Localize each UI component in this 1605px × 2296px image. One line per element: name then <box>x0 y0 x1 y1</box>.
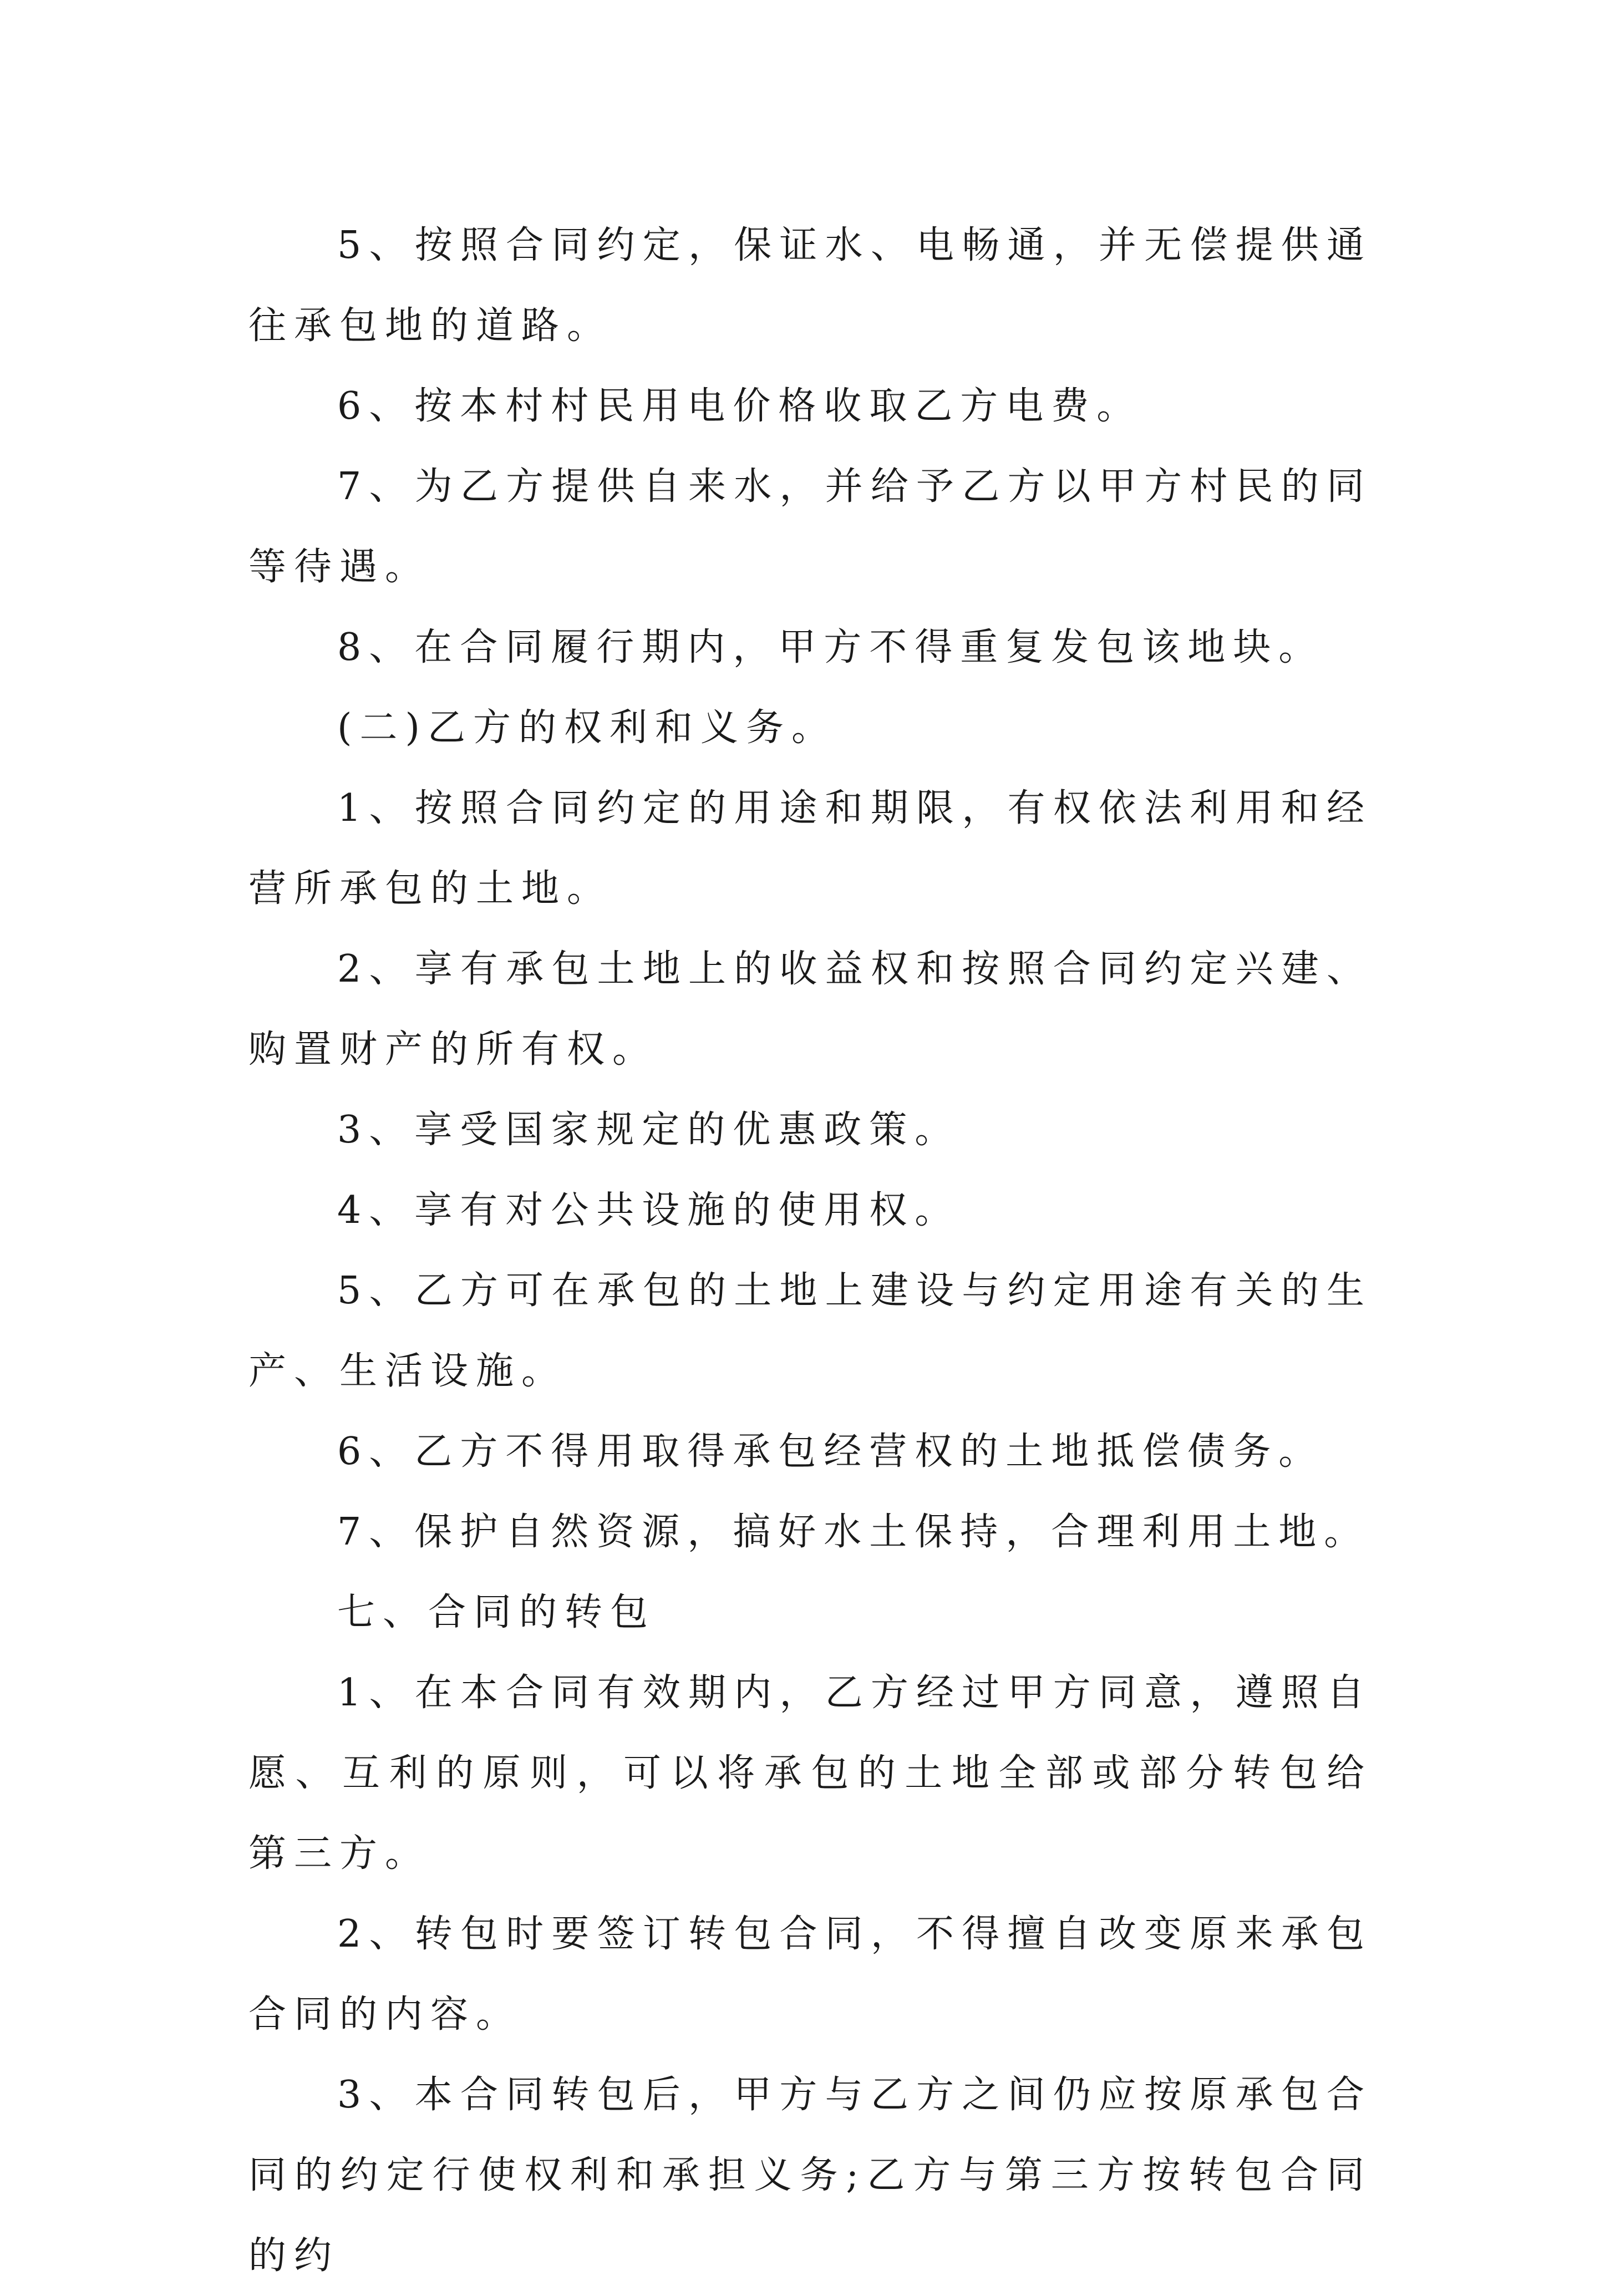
paragraph-item: 6、按本村村民用电价格收取乙方电费。 <box>337 384 1142 428</box>
paragraph-item: 8、在合同履行期内，甲方不得重复发包该地块。 <box>337 626 1324 669</box>
paragraph-item: 2、享有承包土地上的收益权和按照合同约定兴建、购置财产的所有权。 <box>248 947 1372 1071</box>
paragraph-item: 4、享有对公共设施的使用权。 <box>337 1188 961 1232</box>
paragraph-item: 1、按照合同约定的用途和期限，有权依法利用和经营所承包的土地。 <box>248 786 1372 911</box>
section-heading: 七、合同的转包 <box>337 1591 656 1634</box>
paragraph-item: 1、在本合同有效期内，乙方经过甲方同意，遵照自愿、互利的原则，可以将承包的土地全部或部分转包给第三方。 <box>248 1671 1372 1876</box>
document-body <box>248 205 1372 2296</box>
paragraph-item: 3、本合同转包后，甲方与乙方之间仍应按原承包合同的约定行使权利和承担义务;乙方与第三方按转包合同的约 <box>248 2073 1372 2278</box>
paragraph-item: 3、享受国家规定的优惠政策。 <box>337 1108 961 1152</box>
paragraph-item: 5、按照合同约定，保证水、电畅通，并无偿提供通往承包地的道路。 <box>248 223 1372 348</box>
paragraph-item: 7、保护自然资源，搞好水土保持，合理利用土地。 <box>337 1510 1370 1554</box>
section-heading: (二)乙方的权利和义务。 <box>337 706 837 750</box>
paragraph-item: 7、为乙方提供自来水，并给予乙方以甲方村民的同等待遇。 <box>248 465 1372 589</box>
paragraph-item: 6、乙方不得用取得承包经营权的土地抵偿债务。 <box>337 1430 1324 1474</box>
paragraph-item: 2、转包时要签订转包合同，不得擅自改变原来承包合同的内容。 <box>248 1912 1372 2036</box>
paragraph-item: 5、乙方可在承包的土地上建设与约定用途有关的生产、生活设施。 <box>248 1269 1372 1393</box>
